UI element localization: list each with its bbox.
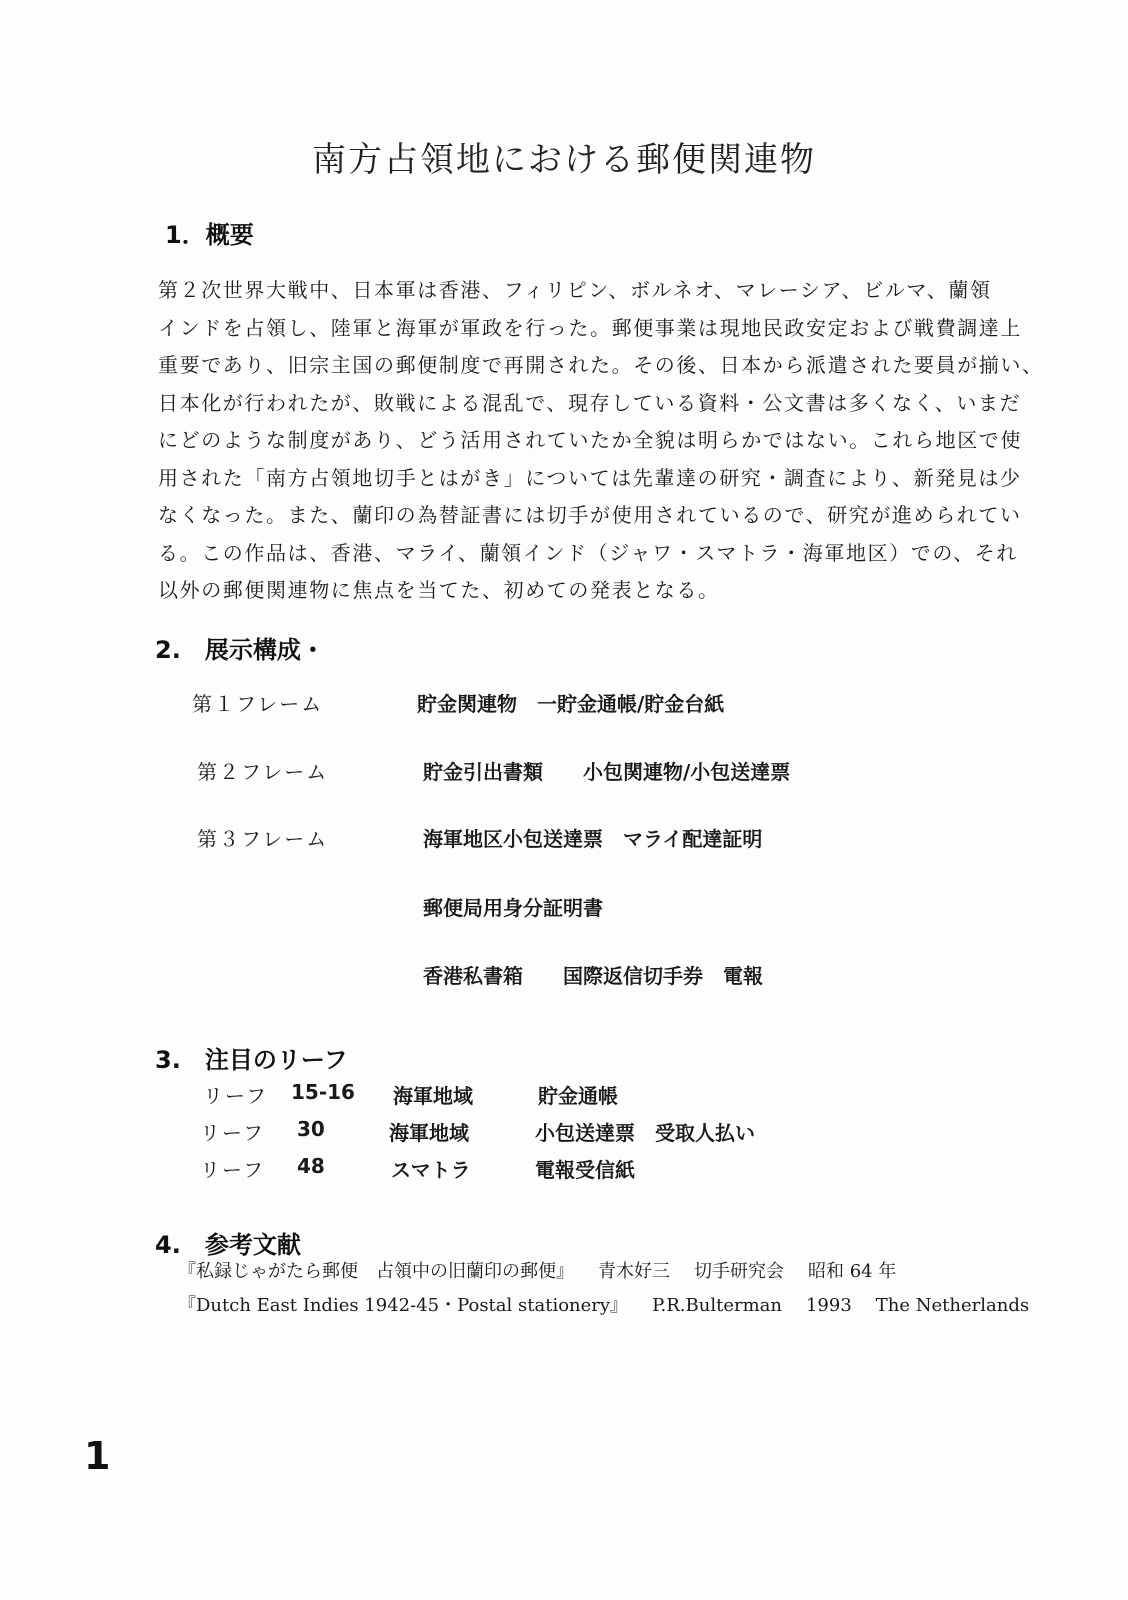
leaf-region: スマトラ — [391, 1158, 471, 1182]
frame-label: 第３フレーム — [197, 827, 329, 851]
frame-content: 海軍地区小包送達票 マライ配達証明 — [423, 827, 763, 851]
leaf-label: リーフ — [203, 1084, 268, 1108]
reference-year: 1993 — [805, 1295, 852, 1316]
leaf-number: 30 — [297, 1117, 325, 1141]
leaf-label: リーフ — [200, 1158, 265, 1182]
reference-item — [178, 1257, 920, 1283]
frame-label: 第１フレーム — [192, 692, 324, 716]
paragraph-line: インドを占領し、陸軍と海軍が軍政を行った。郵便事業は現地民政安定および戦費調達上 — [158, 315, 1022, 340]
frame-content: 郵便局用身分証明書 — [423, 896, 603, 920]
reference-publisher: 切手研究会 — [694, 1261, 784, 1282]
leaf-number: 48 — [297, 1154, 325, 1178]
reference-author: 青木好三 — [598, 1261, 670, 1282]
paragraph-line: 日本化が行われたが、敗戦による混乱で、現存している資料・公文書は多くなく、いまだ — [158, 390, 1022, 415]
frame-content: 貯金引出書類 小包関連物/小包送達票 — [423, 760, 791, 784]
page-title: 南方占領地における郵便関連物 — [312, 140, 816, 180]
leaf-label: リーフ — [200, 1121, 265, 1145]
reference-author: P.R.Bulterman — [652, 1295, 782, 1316]
overview-paragraph — [158, 272, 1073, 610]
section-heading-leaves: 3. 注目のリーフ — [155, 1046, 348, 1074]
paragraph-line: 用された「南方占領地切手とはがき」については先輩達の研究・調査により、新発見は少 — [158, 465, 1022, 490]
frame-label: 第２フレーム — [197, 760, 329, 784]
frame-content: 香港私書箱 国際返信切手券 電報 — [423, 964, 763, 988]
reference-publisher: The Netherlands — [875, 1295, 1030, 1316]
leaf-item: 電報受信紙 — [535, 1158, 635, 1182]
leaf-item: 貯金通帳 — [538, 1084, 618, 1108]
section-heading-overview: 1．概要 — [165, 221, 254, 249]
frame-content: 貯金関連物 一貯金通帳/貯金台紙 — [417, 692, 725, 716]
paragraph-line: 重要であり、旧宗主国の郵便制度で再開された。その後、日本から派遣された要員が揃い、 — [158, 353, 1044, 377]
reference-title: 『Dutch East Indies 1942-45・Postal stationery』 — [178, 1295, 629, 1316]
reference-year: 昭和 64 年 — [808, 1261, 897, 1282]
reference-item — [178, 1291, 1053, 1317]
leaf-region: 海軍地域 — [389, 1121, 469, 1145]
leaf-region: 海軍地域 — [393, 1084, 473, 1108]
paragraph-line: にどのような制度があり、どう活用されていたか全貌は明らかではない。これら地区で使 — [158, 428, 1022, 452]
leaf-item: 小包送達票 受取人払い — [535, 1121, 755, 1145]
paragraph-line: なくなった。また、蘭印の為替証書には切手が使用されているので、研究が進められてい — [158, 503, 1022, 527]
paragraph-line: 以外の郵便関連物に焦点を当てた、初めての発表となる。 — [158, 578, 720, 602]
section-heading-structure: 2. 展示構成・ — [155, 636, 325, 664]
page-number: 1 — [84, 1434, 111, 1478]
paragraph-line: 第２次世界大戦中、日本軍は香港、フィリピン、ボルネオ、マレーシア、ビルマ、蘭領 — [158, 278, 992, 302]
paragraph-line: る。この作品は、香港、マライ、蘭領インド（ジャワ・スマトラ・海軍地区）での、それ — [158, 540, 1018, 565]
reference-title: 『私録じゃがたら郵便 占領中の旧蘭印の郵便』 — [178, 1261, 574, 1282]
leaf-number: 15-16 — [291, 1080, 355, 1104]
section-heading-references: 4. 参考文献 — [155, 1231, 301, 1259]
